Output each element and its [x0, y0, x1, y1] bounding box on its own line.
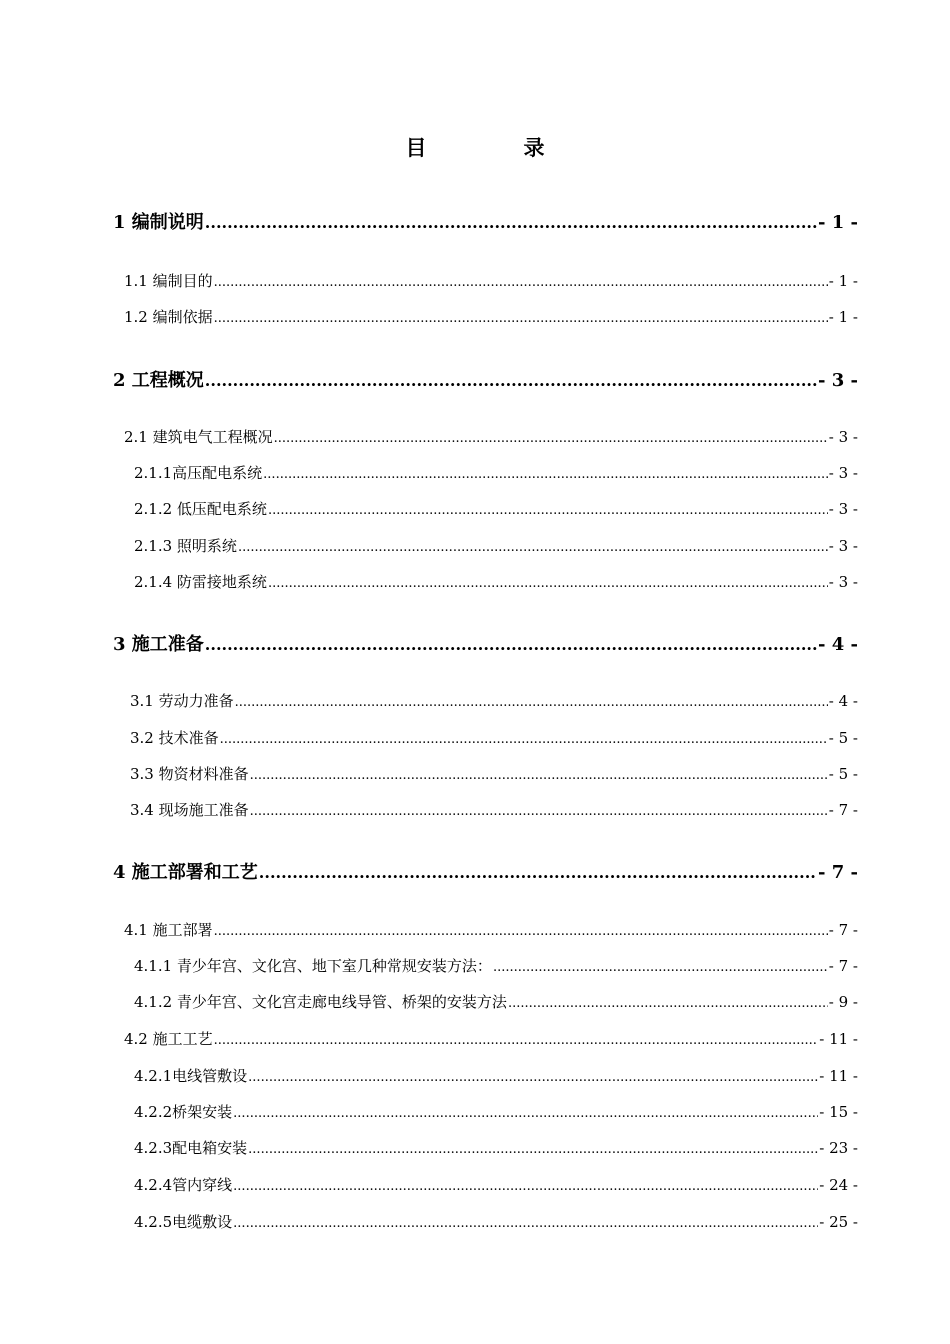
toc-entry-label: 3.2 技术准备: [130, 729, 219, 747]
toc-entry-4-2[interactable]: [124, 1028, 858, 1049]
toc-entry-label: 4.2.3配电箱安装: [134, 1139, 248, 1157]
toc-entry-1[interactable]: [113, 208, 858, 234]
toc-page-number: - 1 -: [828, 272, 858, 290]
toc-leader-dots: [238, 540, 828, 555]
toc-page-number: - 3 -: [828, 464, 858, 482]
toc-page-number: - 3 -: [828, 537, 858, 555]
toc-leader-dots: [233, 1216, 818, 1231]
toc-entry-1-2[interactable]: [124, 306, 858, 327]
toc-leader-dots: [493, 960, 828, 975]
toc-leader-dots: [235, 695, 828, 710]
toc-entry-label: 3.3 物资材料准备: [130, 765, 249, 783]
toc-entry-label: 3.1 劳动力准备: [130, 692, 234, 710]
toc-leader-dots: [268, 576, 828, 591]
toc-entry-4[interactable]: [113, 858, 858, 884]
toc-page-number: - 3 -: [828, 500, 858, 518]
toc-entry-4-1-2[interactable]: [134, 991, 858, 1012]
toc-page-number: - 24 -: [819, 1176, 858, 1194]
toc-page-number: - 23 -: [819, 1139, 858, 1157]
toc-leader-dots: [205, 213, 817, 232]
toc-entry-4-2-4[interactable]: [134, 1174, 858, 1195]
toc-entry-label: 2.1.4 防雷接地系统: [134, 573, 267, 591]
toc-entry-3-3[interactable]: [130, 763, 858, 784]
toc-leader-dots: [274, 431, 828, 446]
toc-page-number: - 1 -: [818, 212, 858, 233]
toc-entry-4-2-3[interactable]: [134, 1137, 858, 1158]
toc-page-number: - 7 -: [818, 862, 858, 883]
toc-entry-label: 4.1.1 青少年宫、文化宫、地下室几种常规安装方法：: [134, 957, 492, 975]
toc-entry-label: 4.2.4管内穿线: [134, 1176, 233, 1194]
toc-entry-label: 4.1 施工部署: [124, 921, 213, 939]
toc-entry-2-1-3[interactable]: [134, 535, 858, 556]
toc-page-number: - 3 -: [828, 428, 858, 446]
toc-entry-label: 1.1 编制目的: [124, 272, 213, 290]
toc-page-number: - 9 -: [828, 993, 858, 1011]
toc-leader-dots: [233, 1106, 818, 1121]
toc-entry-2[interactable]: [113, 366, 858, 392]
toc-leader-dots: [205, 371, 817, 390]
toc-entry-2-1[interactable]: [124, 426, 858, 447]
toc-page-number: - 7 -: [828, 921, 858, 939]
toc-page-number: - 15 -: [819, 1103, 858, 1121]
toc-leader-dots: [259, 863, 817, 882]
toc-page-number: - 5 -: [828, 729, 858, 747]
toc-entry-label: 1.2 编制依据: [124, 308, 213, 326]
toc-entry-3-1[interactable]: [130, 690, 858, 711]
toc-entry-label: 4.1.2 青少年宫、文化宫走廊电线导管、桥架的安装方法: [134, 993, 507, 1011]
toc-entry-label: 4.2.5电缆敷设: [134, 1213, 233, 1231]
toc-leader-dots: [263, 467, 828, 482]
toc-page-number: - 5 -: [828, 765, 858, 783]
toc-entry-4-2-1[interactable]: [134, 1065, 858, 1086]
toc-page-number: - 3 -: [828, 573, 858, 591]
toc-entry-3-2[interactable]: [130, 727, 858, 748]
toc-page-number: - 4 -: [828, 692, 858, 710]
toc-leader-dots: [233, 1179, 818, 1194]
toc-entry-label: 4.2.2桥架安装: [134, 1103, 233, 1121]
toc-entry-4-1-1[interactable]: [134, 955, 858, 976]
toc-leader-dots: [250, 804, 828, 819]
toc-entry-4-1[interactable]: [124, 919, 858, 940]
toc-entry-label: 3 施工准备: [113, 634, 204, 655]
toc-entry-3-4[interactable]: [130, 799, 858, 820]
toc-leader-dots: [205, 635, 817, 654]
toc-entry-label: 4.2.1电线管敷设: [134, 1067, 248, 1085]
toc-page-number: - 7 -: [828, 801, 858, 819]
toc-entry-2-1-1[interactable]: [134, 462, 858, 483]
toc-entry-4-2-5[interactable]: [134, 1211, 858, 1232]
toc-leader-dots: [220, 732, 828, 747]
toc-entry-2-1-2[interactable]: [134, 498, 858, 519]
toc-page-number: - 7 -: [828, 957, 858, 975]
toc-leader-dots: [214, 311, 828, 326]
toc-leader-dots: [248, 1070, 818, 1085]
toc-title: 目 录: [405, 135, 583, 160]
toc-page-number: - 4 -: [818, 634, 858, 655]
toc-page-number: - 3 -: [818, 370, 858, 391]
toc-entry-label: 2.1.1高压配电系统: [134, 464, 263, 482]
toc-leader-dots: [268, 503, 828, 518]
toc-entry-label: 2.1 建筑电气工程概况: [124, 428, 273, 446]
toc-leader-dots: [214, 1033, 819, 1048]
toc-entry-3[interactable]: [113, 630, 858, 656]
toc-entry-1-1[interactable]: [124, 270, 858, 291]
toc-entry-4-2-2[interactable]: [134, 1101, 858, 1122]
toc-leader-dots: [248, 1142, 818, 1157]
toc-entry-label: 4.2 施工工艺: [124, 1030, 213, 1048]
toc-entry-label: 2.1.3 照明系统: [134, 537, 237, 555]
toc-page-number: - 1 -: [828, 308, 858, 326]
toc-entry-label: 1 编制说明: [113, 212, 204, 233]
toc-entry-label: 3.4 现场施工准备: [130, 801, 249, 819]
toc-entry-label: 2 工程概况: [113, 370, 204, 391]
toc-entry-label: 2.1.2 低压配电系统: [134, 500, 267, 518]
toc-page-number: - 25 -: [819, 1213, 858, 1231]
toc-entry-label: 4 施工部署和工艺: [113, 862, 258, 883]
toc-leader-dots: [250, 768, 828, 783]
toc-leader-dots: [508, 996, 828, 1011]
toc-page-number: - 11 -: [819, 1030, 858, 1048]
toc-entry-2-1-4[interactable]: [134, 571, 858, 592]
toc-leader-dots: [214, 275, 828, 290]
toc-leader-dots: [214, 924, 828, 939]
toc-page-number: - 11 -: [819, 1067, 858, 1085]
